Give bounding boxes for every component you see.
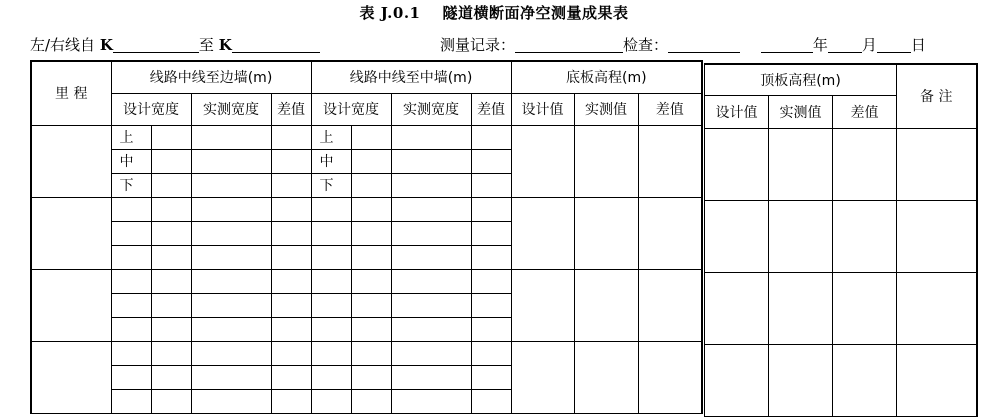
- position-top: 上: [111, 125, 151, 149]
- table-cell[interactable]: [191, 173, 271, 197]
- table-cell[interactable]: [111, 341, 151, 365]
- month-field[interactable]: [828, 37, 862, 53]
- table-cell[interactable]: [311, 389, 351, 413]
- header-diff: 差值: [271, 93, 311, 125]
- month-label: 月: [861, 36, 877, 54]
- position-bottom: 下: [311, 173, 351, 197]
- table-cell[interactable]: [111, 221, 151, 245]
- table-cell[interactable]: [574, 269, 638, 341]
- table-cell[interactable]: [111, 197, 151, 221]
- table-cell[interactable]: [191, 197, 271, 221]
- position-middle: 中: [311, 149, 351, 173]
- mileage-cell[interactable]: [31, 125, 111, 197]
- table-cell[interactable]: [471, 389, 511, 413]
- header-floor-elevation: 底板高程(m): [511, 61, 702, 93]
- to-label: 至: [198, 36, 214, 54]
- table-cell[interactable]: [391, 245, 471, 269]
- table-cell[interactable]: [151, 269, 191, 293]
- table-cell[interactable]: [311, 341, 351, 365]
- table-cell[interactable]: [511, 269, 574, 341]
- header-measured-value: 实测值: [769, 95, 833, 128]
- header-measured-width: 实测宽度: [391, 93, 471, 125]
- mileage-cell[interactable]: [31, 341, 111, 413]
- table-cell[interactable]: [833, 344, 897, 416]
- table-cell[interactable]: [151, 221, 191, 245]
- table-cell[interactable]: [191, 221, 271, 245]
- table-cell[interactable]: [151, 173, 191, 197]
- table-cell[interactable]: [311, 365, 351, 389]
- table-cell[interactable]: [391, 197, 471, 221]
- table-cell[interactable]: [833, 200, 897, 272]
- header-edge-wall: 线路中线至边墙(m): [111, 61, 311, 93]
- table-cell[interactable]: [191, 125, 271, 149]
- table-cell[interactable]: [471, 317, 511, 341]
- table-cell[interactable]: [191, 149, 271, 173]
- table-cell[interactable]: [151, 149, 191, 173]
- position-bottom: 下: [111, 173, 151, 197]
- line-label: 左/右线自: [30, 36, 96, 54]
- remark-cell[interactable]: [897, 272, 977, 344]
- clearance-table-roof: [704, 63, 978, 417]
- header-middle-wall: 线路中线至中墙(m): [311, 61, 511, 93]
- table-cell[interactable]: [111, 269, 151, 293]
- table-cell[interactable]: [574, 197, 638, 269]
- header-design-value: 设计值: [511, 93, 574, 125]
- table-cell[interactable]: [311, 245, 351, 269]
- table-cell[interactable]: [311, 293, 351, 317]
- table-cell[interactable]: [311, 317, 351, 341]
- table-cell[interactable]: [271, 197, 311, 221]
- table-cell[interactable]: [151, 317, 191, 341]
- section-range: [30, 34, 320, 55]
- table-cell[interactable]: [351, 317, 391, 341]
- table-cell[interactable]: [391, 221, 471, 245]
- table-cell[interactable]: [574, 125, 638, 197]
- position-middle: 中: [111, 149, 151, 173]
- signoff-row: [440, 34, 926, 55]
- table-cell[interactable]: [391, 125, 471, 149]
- table-cell[interactable]: [391, 173, 471, 197]
- table-cell[interactable]: [391, 341, 471, 365]
- table-cell[interactable]: [311, 269, 351, 293]
- table-cell[interactable]: [471, 125, 511, 149]
- table-cell[interactable]: [311, 221, 351, 245]
- header-measured-value: 实测值: [574, 93, 638, 125]
- table-cell[interactable]: [638, 341, 702, 413]
- table-cell[interactable]: [471, 221, 511, 245]
- check-label: 检查：: [623, 36, 669, 54]
- remark-cell[interactable]: [897, 344, 977, 416]
- table-cell[interactable]: [351, 389, 391, 413]
- table-cell[interactable]: [833, 272, 897, 344]
- header-diff: 差值: [471, 93, 511, 125]
- table-cell[interactable]: [271, 389, 311, 413]
- header-diff: 差值: [638, 93, 702, 125]
- table-cell[interactable]: [111, 389, 151, 413]
- table-cell[interactable]: [151, 245, 191, 269]
- table-cell[interactable]: [111, 293, 151, 317]
- header-measured-width: 实测宽度: [191, 93, 271, 125]
- table-cell[interactable]: [351, 125, 391, 149]
- k-end-prefix: K: [218, 36, 232, 54]
- table-cell[interactable]: [705, 200, 769, 272]
- table-cell[interactable]: [271, 341, 311, 365]
- table-cell[interactable]: [351, 173, 391, 197]
- table-cell[interactable]: [271, 293, 311, 317]
- table-cell[interactable]: [769, 200, 833, 272]
- day-field[interactable]: [877, 37, 911, 53]
- table-cell[interactable]: [471, 293, 511, 317]
- table-cell[interactable]: [511, 125, 574, 197]
- record-label: 测量记录：: [440, 36, 516, 54]
- table-cell[interactable]: [638, 125, 702, 197]
- record-field[interactable]: [515, 37, 623, 53]
- table-code: 表 J.0.1: [359, 4, 421, 22]
- table-title: [0, 2, 988, 23]
- day-label: 日: [910, 36, 926, 54]
- mileage-cell[interactable]: [31, 197, 111, 269]
- table-cell[interactable]: [471, 269, 511, 293]
- table-cell[interactable]: [191, 245, 271, 269]
- position-top: 上: [311, 125, 351, 149]
- table-cell[interactable]: [471, 197, 511, 221]
- table-cell[interactable]: [391, 293, 471, 317]
- table-cell[interactable]: [111, 365, 151, 389]
- table-cell[interactable]: [191, 269, 271, 293]
- table-cell[interactable]: [705, 344, 769, 416]
- header-diff: 差值: [833, 95, 897, 128]
- table-cell[interactable]: [111, 317, 151, 341]
- table-cell[interactable]: [151, 365, 191, 389]
- table-cell[interactable]: [151, 125, 191, 149]
- table-cell[interactable]: [471, 245, 511, 269]
- table-cell[interactable]: [351, 365, 391, 389]
- table-title-text: 隧道横断面净空测量成果表: [442, 4, 629, 22]
- table-cell[interactable]: [511, 197, 574, 269]
- table-cell[interactable]: [191, 341, 271, 365]
- table-cell[interactable]: [391, 389, 471, 413]
- clearance-table-main: [30, 60, 703, 414]
- table-cell[interactable]: [311, 197, 351, 221]
- table-cell[interactable]: [151, 389, 191, 413]
- table-cell[interactable]: [471, 173, 511, 197]
- table-cell[interactable]: [511, 341, 574, 413]
- header-roof-elevation: 顶板高程(m): [705, 64, 897, 95]
- check-field[interactable]: [668, 37, 740, 53]
- header-design-width: 设计宽度: [111, 93, 191, 125]
- table-cell[interactable]: [191, 293, 271, 317]
- table-cell[interactable]: [271, 269, 311, 293]
- table-cell[interactable]: [271, 245, 311, 269]
- table-cell[interactable]: [471, 149, 511, 173]
- table-cell[interactable]: [271, 221, 311, 245]
- k-end-field[interactable]: [232, 37, 320, 53]
- table-cell[interactable]: [351, 269, 391, 293]
- remark-cell[interactable]: [897, 128, 977, 200]
- table-cell[interactable]: [111, 245, 151, 269]
- table-cell[interactable]: [271, 149, 311, 173]
- table-cell[interactable]: [271, 173, 311, 197]
- table-cell[interactable]: [351, 197, 391, 221]
- table-cell[interactable]: [833, 128, 897, 200]
- table-cell[interactable]: [638, 197, 702, 269]
- table-cell[interactable]: [151, 341, 191, 365]
- table-cell[interactable]: [351, 245, 391, 269]
- table-cell[interactable]: [351, 149, 391, 173]
- table-cell[interactable]: [769, 128, 833, 200]
- header-design-value: 设计值: [705, 95, 769, 128]
- table-cell[interactable]: [391, 317, 471, 341]
- year-label: 年: [812, 36, 828, 54]
- table-cell[interactable]: [471, 365, 511, 389]
- table-cell[interactable]: [471, 341, 511, 365]
- table-cell[interactable]: [391, 365, 471, 389]
- table-cell[interactable]: [638, 269, 702, 341]
- table-cell[interactable]: [191, 389, 271, 413]
- table-cell[interactable]: [769, 272, 833, 344]
- table-cell[interactable]: [151, 293, 191, 317]
- table-cell[interactable]: [769, 344, 833, 416]
- mileage-cell[interactable]: [31, 269, 111, 341]
- table-cell[interactable]: [351, 341, 391, 365]
- table-cell[interactable]: [351, 221, 391, 245]
- table-cell[interactable]: [391, 149, 471, 173]
- table-cell[interactable]: [191, 365, 271, 389]
- table-cell[interactable]: [191, 317, 271, 341]
- table-cell[interactable]: [705, 272, 769, 344]
- table-cell[interactable]: [391, 269, 471, 293]
- table-cell[interactable]: [705, 128, 769, 200]
- header-mileage: 里 程: [31, 61, 111, 125]
- header-design-width: 设计宽度: [311, 93, 391, 125]
- k-start-prefix: K: [99, 36, 113, 54]
- table-cell[interactable]: [574, 341, 638, 413]
- header-remark: 备 注: [897, 64, 977, 128]
- remark-cell[interactable]: [897, 200, 977, 272]
- table-cell[interactable]: [271, 317, 311, 341]
- table-cell[interactable]: [351, 293, 391, 317]
- table-cell[interactable]: [271, 125, 311, 149]
- table-cell[interactable]: [271, 365, 311, 389]
- year-field[interactable]: [761, 37, 813, 53]
- k-start-field[interactable]: [113, 37, 199, 53]
- table-cell[interactable]: [151, 197, 191, 221]
